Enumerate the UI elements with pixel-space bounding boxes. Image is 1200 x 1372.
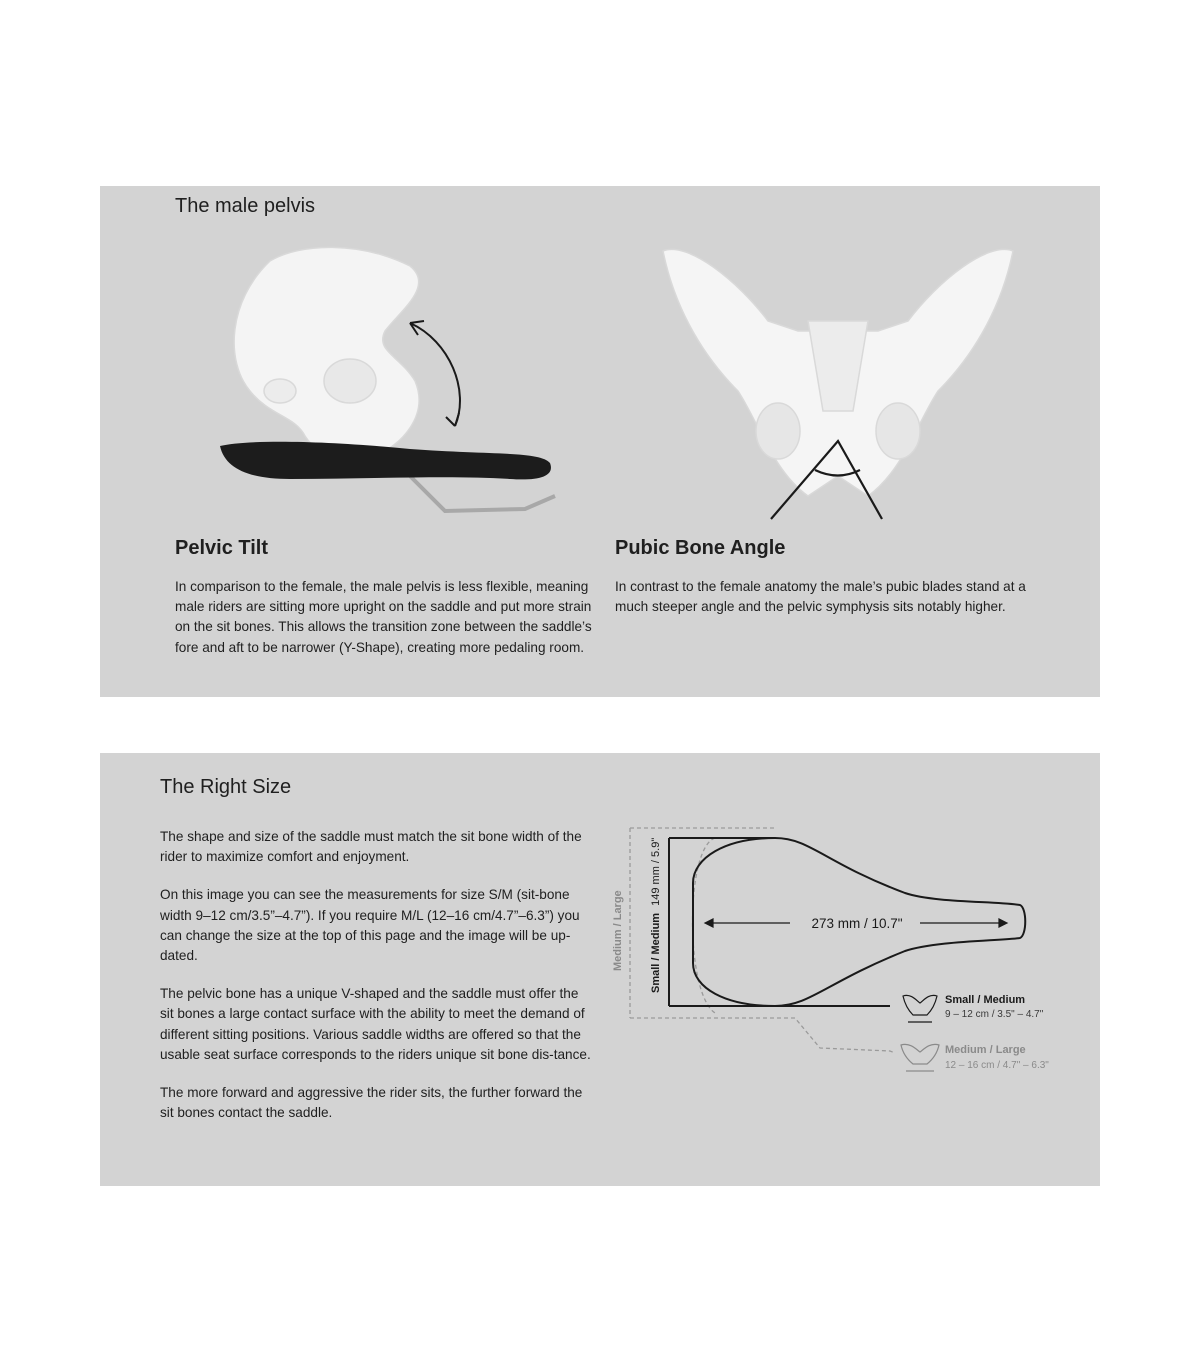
legend-name: Small / Medium <box>945 994 1026 1006</box>
pelvis-large-icon <box>901 1044 939 1071</box>
section-title: The Right Size <box>160 776 292 798</box>
svg-text:Small / Medium 149 mm <box>650 838 662 993</box>
width-label-value: 149 mm / 5.9" <box>650 837 662 906</box>
pelvic-tilt-illustration <box>210 241 570 531</box>
pelvis-front-image <box>663 249 1013 496</box>
male-pelvis-panel <box>100 186 1100 697</box>
pelvis-small-icon <box>903 995 937 1022</box>
legend-range: 9 – 12 cm / 3.5" – 4.7" <box>945 1009 1044 1020</box>
pubic-angle-illustration <box>648 241 1028 526</box>
legend-range: 12 – 16 cm / 4.7" – 6.3" <box>945 1060 1049 1071</box>
width-label-small: Small / Medium <box>650 912 662 993</box>
pelvis-side-image <box>234 247 419 461</box>
legend-name: Medium / Large <box>945 1044 1026 1056</box>
paragraph: The shape and size of the saddle must match the sit bone width of the rider to maximize comfort and enjoyment. <box>160 829 582 865</box>
width-label-large: Medium / Large <box>612 890 624 971</box>
pelvic-tilt-heading: Pelvic Tilt <box>175 537 269 559</box>
pubic-angle-text: In contrast to the female anatomy the male’s pubic blades stand at a much steeper angle and the pelvic symphysis sits notably higher. <box>615 579 1026 615</box>
pubic-angle-heading: Pubic Bone Angle <box>615 537 786 559</box>
paragraph: The more forward and aggressive the rider sits, the further forward the sit bones contact the saddle. <box>160 1085 583 1121</box>
size-description <box>160 827 594 1141</box>
legend-medium-large <box>901 1044 1049 1071</box>
legend-small-medium <box>903 994 1044 1022</box>
saddle-size-diagram <box>605 823 1065 1083</box>
width-label <box>650 838 662 993</box>
section-title: The male pelvis <box>175 195 316 217</box>
paragraph: The pelvic bone has a unique V-shaped and the saddle must offer the sit bones a large contact surface with the ability to meet the demand of different sitting positions. Various saddle widths are offered so that the usable seat surface corresponds to the riders unique sit bone dis-tance. <box>160 986 591 1062</box>
right-size-panel <box>100 753 1100 1186</box>
length-label: 273 mm / 10.7" <box>811 916 903 931</box>
saddle-side-image <box>220 442 555 511</box>
pelvic-tilt-text: In comparison to the female, the male pelvis is less flexible, meaning male riders are sitting more upright on the saddle and put more strain on the sit bones. This allows the transition zone between the saddle’s fore and aft to be narrower (Y-Shape), creating more pedaling room. <box>175 579 592 655</box>
paragraph: On this image you can see the measurements for size S/M (sit-bone width 9–12 cm/3.5”–4.7”). If you require M/L (12–16 cm/4.7”–6.3”) you can change the size at the top of this page and the image will be up-dated. <box>160 887 580 964</box>
